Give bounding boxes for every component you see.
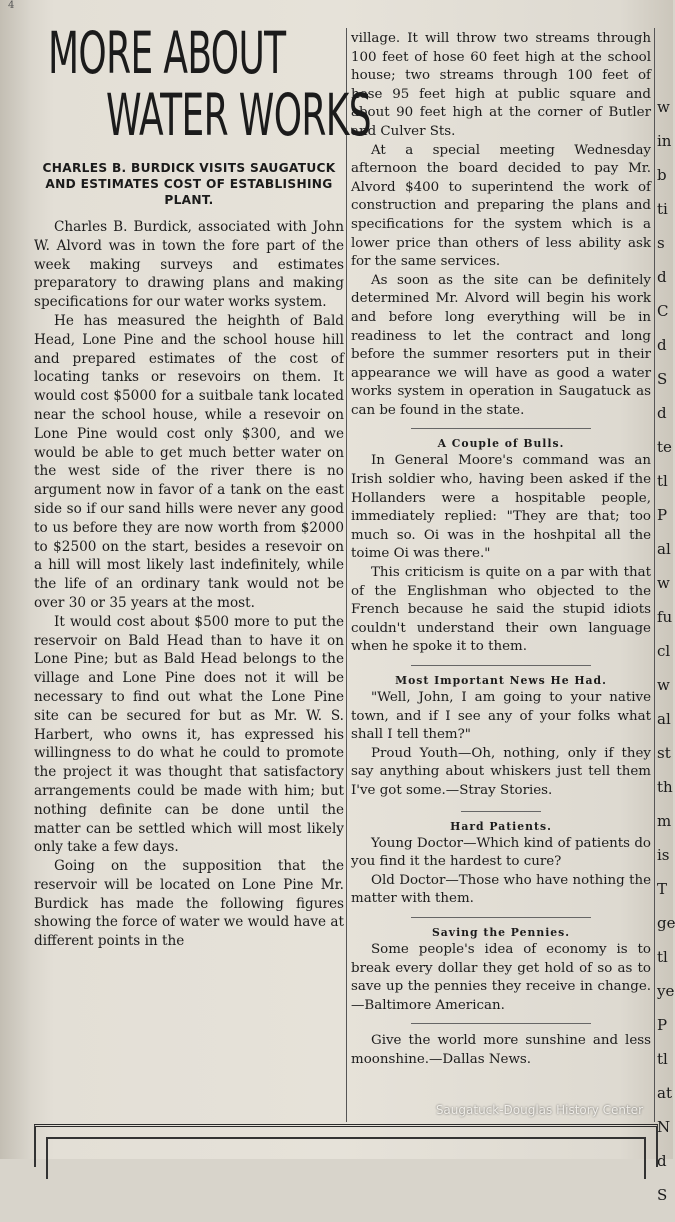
item-title: Saving the Pennies. [432,925,570,939]
item-title: Hard Patients. [450,819,552,833]
item-paragraph: In General Moore's command was an Irish soldier who, having been asked if the Hollanders were a hospitable people, immediately replied: "They are that; too much so. Oi was in the hoshpital all the toime Oi was there." [351,453,651,562]
article-paragraph: Going on the supposition that the reservoir will be located on Lone Pine Mr. Burdick has made the following figures showing the force of water we would have at different points in the [34,858,344,950]
bottom-ad-inner-border [46,1137,646,1179]
fragment-text: P [657,1016,668,1034]
fragment-text: al [657,710,671,728]
page-number: 4 [8,0,15,11]
fragment-text: w [657,676,670,694]
filler-item: Give the world more sunshine and less moonshine.—Dallas News. [351,1033,651,1067]
item-title: Most Important News He Had. [395,674,607,687]
fragment-text: ge [657,914,675,932]
separator-rule [461,811,541,812]
fragment-text: ti [657,200,668,218]
watermark-credit: Saugatuck-Douglas History Center [435,1103,643,1117]
continuation-paragraph: At a special meeting Wednesday afternoon the board decided to pay Mr. Alvord $400 to superintend the work of construction and preparing the plans and specifications for the system which is a lower price than others of less ability ask for the same services. [351,142,651,270]
column-rule-1 [346,28,347,1122]
fragment-text: d [657,1152,667,1170]
fragment-text: m [657,812,672,830]
separator-rule [411,917,591,918]
item-paragraph: This criticism is quite on a par with that of the Englishman who objected to the French because he said the stupid idiots couldn't understand their own language when he spoke it to them. [351,565,651,655]
fragment-text: b [657,166,667,184]
separator-rule [411,665,591,666]
item-hard-patients [351,820,651,909]
item-paragraph: Proud Youth—Oh, nothing, only if they say anything about whiskers just tell them I've got some.—Stray Stories. [351,745,651,798]
fragment-text: N [657,1118,671,1136]
second-column [351,30,651,1070]
fragment-text: P [657,506,668,524]
item-title: A Couple of Bulls. [437,437,565,451]
fragment-text: tl [657,1050,668,1068]
item-paragraph: "Well, John, I am going to your native town, and if I see any of your folks what shall I tell them?" [351,690,651,743]
item-paragraph: Young Doctor—Which kind of patients do you find it the hardest to cure? [351,835,651,870]
continuation-paragraph: As soon as the site can be definitely determined Mr. Alvord will begin his work and before long everything will be in readiness to let the contract and long before the summer resorters put in their appearance we will have as good a water works system in operation in Saugatuck as can be found in the state. [351,272,651,418]
fragment-text: w [657,98,670,116]
continuation-paragraph: village. It will throw two streams through 100 feet of hose 60 feet high at the school house; two streams through 100 feet of hose 95 feet high at public square and about 90 feet high at the corner of Butler and Culver Sts. [351,31,651,139]
fragment-text: ye [657,982,675,1000]
fragment-text: is [657,846,670,864]
fragment-text: S [657,1186,668,1204]
main-article [34,19,371,951]
article-paragraph: It would cost about $500 more to put the reservoir on Bald Head than to have it on Lone Pine; but as Bald Head belongs to the village and Lone Pine does not it will be necessary to find out what the Lone Pine site can be secured for but as Mr. W. S. Harbert, who owns it, has expressed his willingness to do what he could to promote the project it was thought that satisfactory arrangements could be made with him; but nothing definite can be done until the matter can be settled which will most likely only take a few days. [34,613,344,856]
headline-line-2: WATER WORKS [106,81,371,149]
item-most-important-news [351,674,651,801]
fragment-text: cl [657,642,671,660]
bottom-ad-border [34,1124,658,1167]
article-paragraph: Charles B. Burdick, associated with John W. Alvord was in town the fore part of the week making surveys and estimates preparatory to drawing plans and making specifications for our water works system. [34,219,344,311]
fragment-text: tl [657,472,668,490]
fragment-text: al [657,540,671,558]
fragment-text: w [657,574,670,592]
fragment-text: S [657,370,668,388]
fragment-text: at [657,1084,672,1102]
fragment-text: d [657,404,667,422]
fragment-text: st [657,744,671,762]
item-couple-of-bulls [351,437,651,657]
headline-line-1: MORE ABOUT [48,19,286,87]
article-deck: CHARLES B. BURDICK VISITS SAUGATUCK AND ESTIMATES COST OF ESTABLISHING PLANT. [42,161,336,207]
fragment-text: te [657,438,672,456]
page-left-margin [0,0,30,1159]
top-margin-marks [0,0,673,11]
separator-rule [411,428,591,429]
item-paragraph: Some people's idea of economy is to break every dollar they get hold of so as to save up the pennies they receive in change.—Baltimore American. [351,941,651,1013]
fragment-text: T [657,880,668,898]
fragment-text: tl [657,948,668,966]
column-rule-2 [654,28,655,1122]
fragment-text: C [657,302,669,320]
item-paragraph: Old Doctor—Those who have nothing the matter with them. [351,872,651,907]
item-saving-pennies [351,926,651,1015]
adjacent-column-fragments [657,100,673,1222]
fragment-text: d [657,336,667,354]
separator-rule [411,1023,591,1024]
fragment-text: th [657,778,673,796]
article-paragraph: He has measured the heighth of Bald Head, Lone Pine and the school house hill and prepared estimates of the cost of locating tanks or resevoirs on them. It would cost $5000 for a suitbale tank located near the school house, while a resevoir on Lone Pine would cost only $300, and we would be able to get much better water on the west side of the river there is no argument now in favor of a tank on the east side so if our sand hills were never any good to us before they are now worth from $2000 to $2500 on the start, besides a resevoir on a hill will most likely last indefinitely, while the life of an ordinary tank would not be over 30 or 35 years at the most. [34,312,344,611]
fragment-text: fu [657,608,673,626]
fragment-text: d [657,268,667,286]
fragment-text: in [657,132,672,150]
fragment-text: s [657,234,665,252]
